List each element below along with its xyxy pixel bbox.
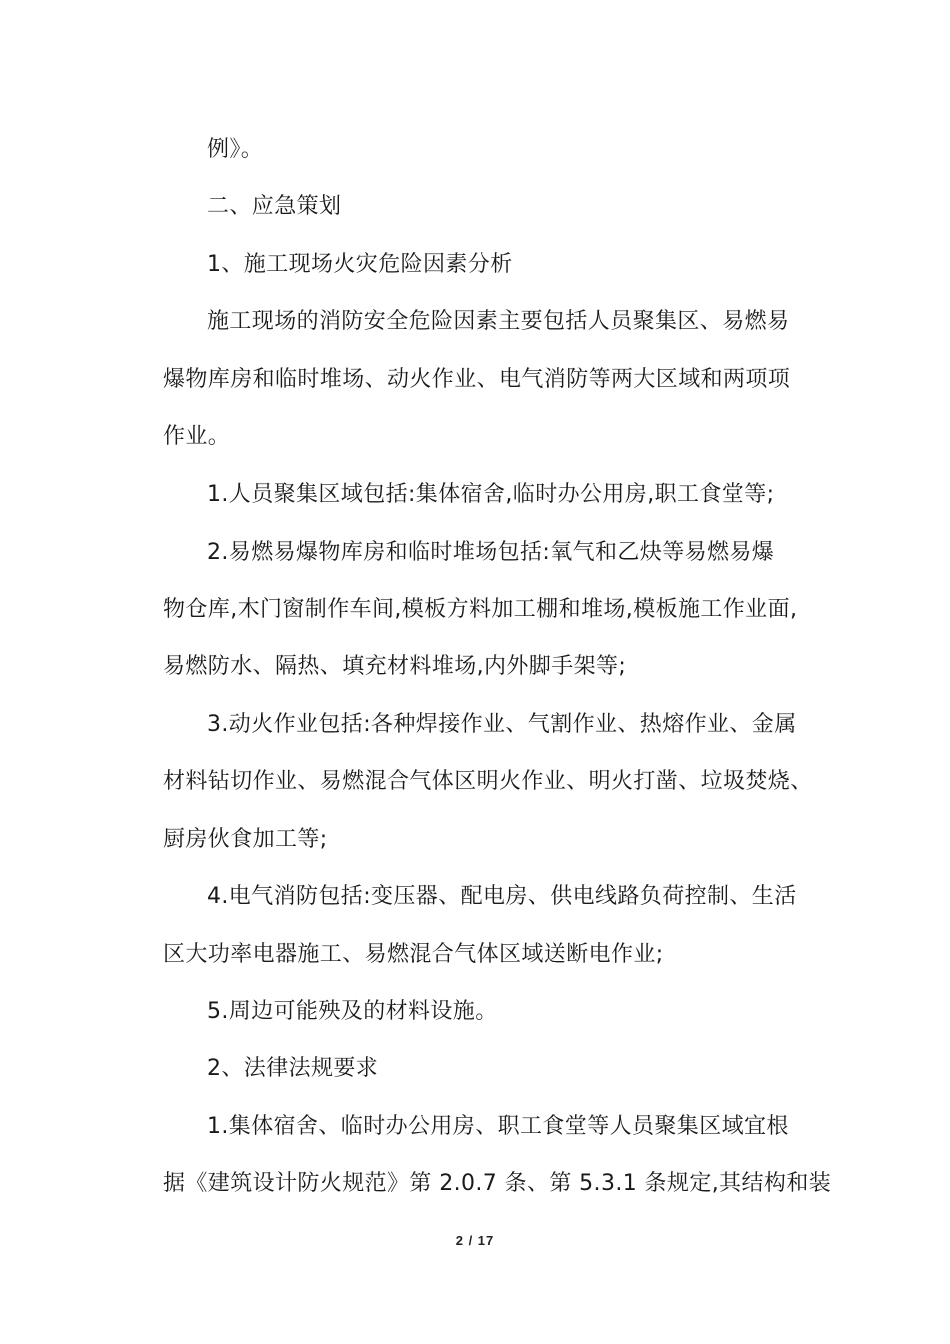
list-item: 5.周边可能殃及的材料设施。 [207,999,498,1024]
list-item-continuation: 厨房伙食加工等; [163,827,328,852]
list-item: 4.电气消防包括:变压器、配电房、供电线路负荷控制、生活 [207,884,797,909]
subsection-heading: 1、施工现场火灾危险因素分析 [207,252,513,277]
paragraph-line: 爆物库房和临时堆场、动火作业、电气消防等两大区域和两项项 [163,367,791,392]
list-item: 1.人员聚集区域包括:集体宿舍,临时办公用房,职工食堂等; [207,482,775,507]
page-number: 2 / 17 [455,1233,495,1248]
list-item-continuation: 区大功率电器施工、易燃混合气体区域送断电作业; [163,942,664,967]
section-heading: 二、应急策划 [207,194,342,219]
list-item: 3.动火作业包括:各种焊接作业、气割作业、热熔作业、金属 [207,712,797,737]
list-item-continuation: 材料钻切作业、易燃混合气体区明火作业、明火打凿、垃圾焚烧、 [163,769,813,794]
list-item: 1.集体宿舍、临时办公用房、职工食堂等人员聚集区域宜根 [207,1114,789,1139]
paragraph-line: 施工现场的消防安全危险因素主要包括人员聚集区、易燃易 [207,309,790,334]
list-item-continuation: 据《建筑设计防火规范》第 2.0.7 条、第 5.3.1 条规定,其结构和装 [163,1171,832,1196]
text-line: 例》。 [207,137,264,162]
subsection-heading: 2、法律法规要求 [207,1056,379,1081]
list-item-continuation: 易燃防水、隔热、填充材料堆场,内外脚手架等; [163,654,627,679]
list-item-continuation: 物仓库,木门窗制作车间,模板方料加工棚和堆场,模板施工作业面, [163,597,798,622]
list-item: 2.易燃易爆物库房和临时堆场包括:氧气和乙炔等易燃易爆 [207,540,775,565]
paragraph-line: 作业。 [163,424,231,449]
